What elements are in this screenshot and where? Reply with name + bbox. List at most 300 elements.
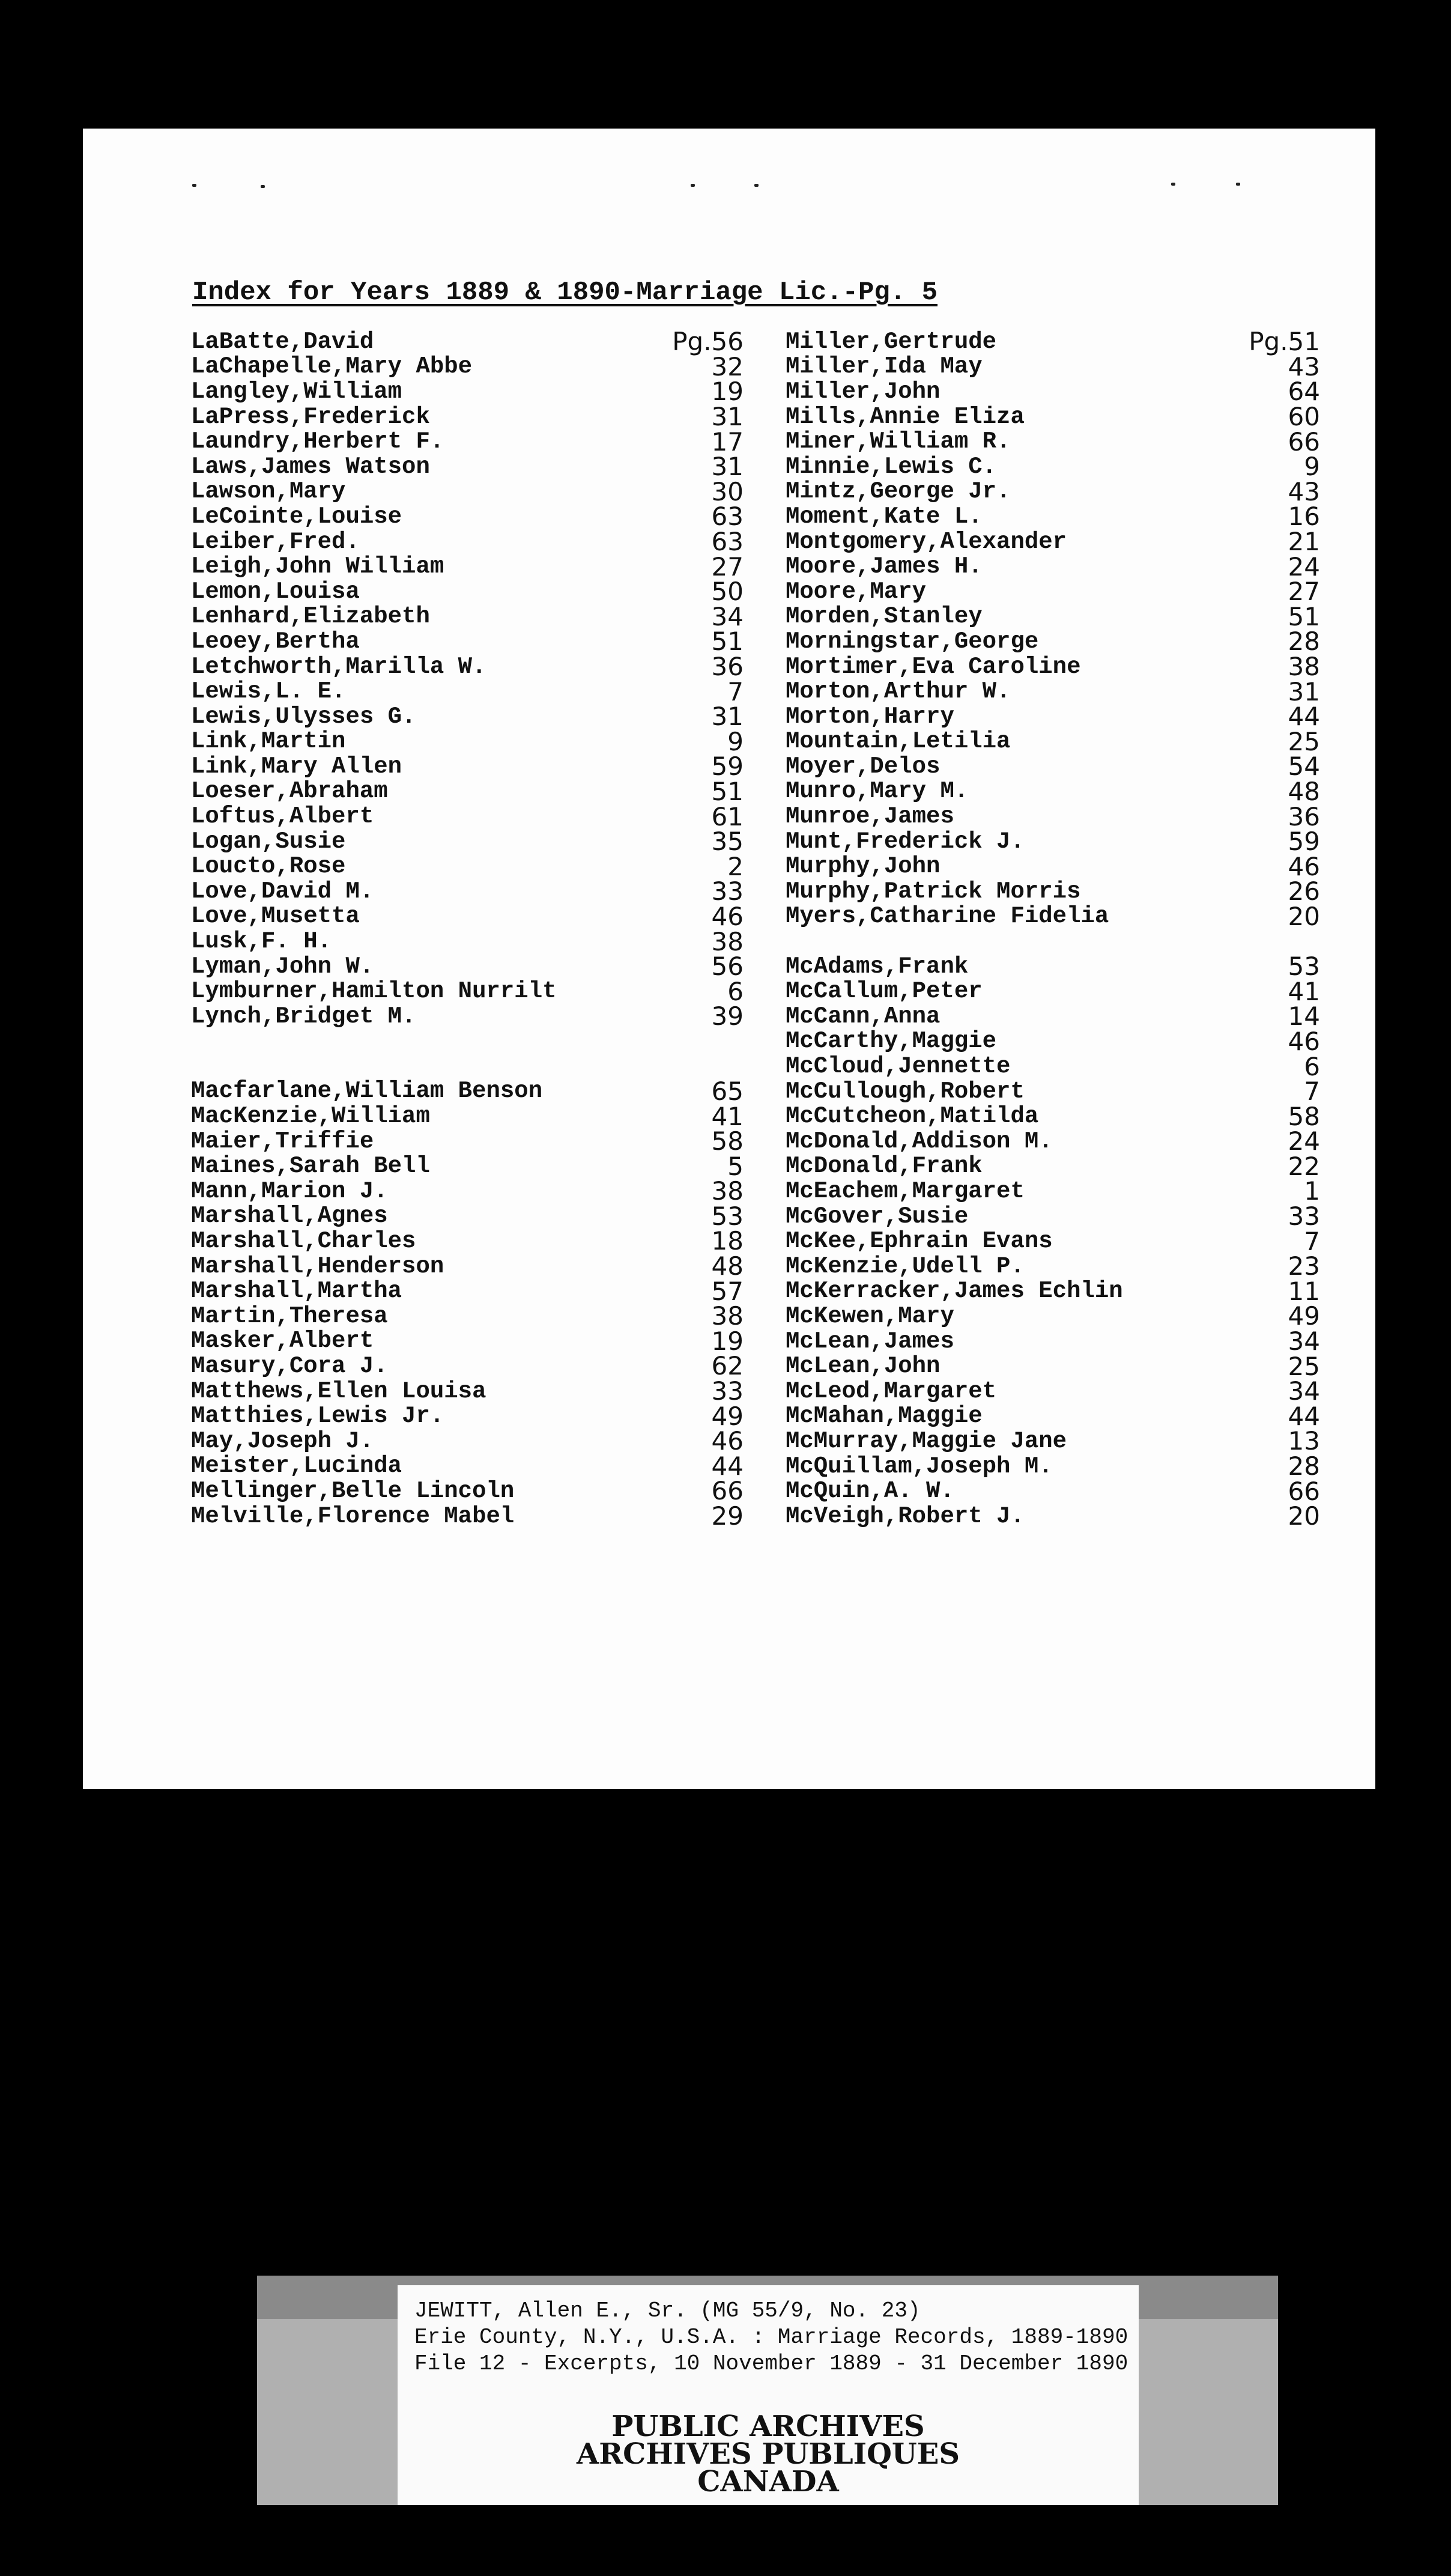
index-entry bbox=[786, 1401, 1320, 1431]
index-entry bbox=[786, 1478, 1320, 1504]
document-page bbox=[83, 129, 1375, 1789]
entry-name: Maines,Sarah Bell bbox=[191, 1153, 430, 1180]
scan-speck bbox=[1236, 183, 1240, 186]
entry-name: McKee,Ephrain Evans bbox=[786, 1228, 1053, 1255]
entry-page-number: 54 bbox=[1288, 752, 1320, 782]
index-entry bbox=[191, 1278, 744, 1304]
entry-name: Moore,Mary bbox=[786, 578, 927, 605]
index-entry bbox=[191, 476, 744, 506]
entry-name: Moyer,Delos bbox=[786, 753, 941, 780]
index-entry bbox=[786, 676, 1320, 706]
entry-page-number: 60 bbox=[1288, 402, 1320, 432]
entry-name: McCloud,Jennette bbox=[786, 1053, 1011, 1080]
entry-name: Logan,Susie bbox=[191, 828, 346, 855]
index-entry bbox=[786, 1001, 1320, 1031]
left-group-l-names bbox=[191, 329, 744, 1029]
entry-page-number: 33 bbox=[711, 876, 744, 907]
entry-name: McKerracker,James Echlin bbox=[786, 1278, 1123, 1305]
entry-page-number: 25 bbox=[1288, 1351, 1320, 1381]
entry-name: Mellinger,Belle Lincoln bbox=[191, 1477, 515, 1504]
entry-name: Moment,Kate L. bbox=[786, 503, 983, 530]
entry-page-number: 44 bbox=[711, 1451, 744, 1481]
entry-page-number: 7 bbox=[1304, 1226, 1320, 1256]
entry-name: Mann,Marion J. bbox=[191, 1177, 388, 1204]
entry-name: Morton,Harry bbox=[786, 703, 954, 730]
index-entry bbox=[191, 1301, 744, 1331]
scan-speck bbox=[754, 184, 759, 187]
entry-page-number: 46 bbox=[711, 901, 744, 931]
index-entry bbox=[191, 1326, 744, 1356]
entry-name: Munroe,James bbox=[786, 803, 954, 830]
index-entry bbox=[786, 827, 1320, 857]
index-entry bbox=[191, 1426, 744, 1456]
index-entry bbox=[191, 1101, 744, 1131]
entry-name: McLean,John bbox=[786, 1353, 941, 1380]
entry-name: Mortimer,Eva Caroline bbox=[786, 653, 1081, 680]
index-entry bbox=[191, 601, 744, 631]
entry-name: Martin,Theresa bbox=[191, 1302, 388, 1329]
index-entry bbox=[786, 1226, 1320, 1256]
group-spacer bbox=[191, 1029, 744, 1079]
index-entry bbox=[191, 502, 744, 532]
entry-page-number: 19 bbox=[711, 377, 744, 407]
entry-page-number: 56 bbox=[711, 952, 744, 982]
index-entry bbox=[786, 1251, 1320, 1281]
entry-page-number: Pg.56 bbox=[672, 327, 744, 357]
entry-page-number: 38 bbox=[711, 1176, 744, 1206]
index-entry bbox=[786, 601, 1320, 631]
entry-page-number: 14 bbox=[1288, 1001, 1320, 1031]
index-entry bbox=[191, 901, 744, 931]
entry-page-number: 39 bbox=[711, 1001, 744, 1031]
entry-page-number: 23 bbox=[1288, 1251, 1320, 1281]
entry-page-number: 46 bbox=[1288, 851, 1320, 881]
index-entry bbox=[191, 1451, 744, 1481]
entry-page-number: 26 bbox=[1288, 876, 1320, 907]
entry-name: Leoey,Bertha bbox=[191, 628, 360, 655]
index-entry bbox=[786, 1101, 1320, 1131]
entry-name: Link,Martin bbox=[191, 728, 346, 755]
index-entry bbox=[191, 976, 744, 1006]
entry-page-number: 9 bbox=[1304, 452, 1320, 482]
entry-name: Morton,Arthur W. bbox=[786, 678, 1011, 705]
entry-page-number: 58 bbox=[711, 1126, 744, 1156]
index-entry bbox=[786, 1426, 1320, 1456]
entry-page-number: 38 bbox=[1288, 652, 1320, 682]
index-entry bbox=[786, 502, 1320, 532]
index-entry bbox=[191, 1176, 744, 1206]
group-spacer bbox=[786, 929, 1320, 954]
entry-page-number: 43 bbox=[1288, 351, 1320, 381]
entry-page-number: 36 bbox=[711, 652, 744, 682]
entry-page-number: 48 bbox=[711, 1251, 744, 1281]
archives-stamp-line2: ARCHIVES PUBLIQUES bbox=[577, 2437, 960, 2471]
entry-name: McKenzie,Udell P. bbox=[786, 1253, 1025, 1280]
index-entry bbox=[191, 801, 744, 831]
entry-page-number: 41 bbox=[1288, 976, 1320, 1006]
entry-name: Miller,John bbox=[786, 378, 941, 405]
entry-page-number: 53 bbox=[1288, 952, 1320, 982]
index-entry bbox=[191, 527, 744, 557]
entry-name: McQuillam,Joseph M. bbox=[786, 1453, 1053, 1480]
scan-speck bbox=[691, 184, 695, 187]
entry-name: Lusk,F. H. bbox=[191, 928, 332, 955]
entry-page-number: 51 bbox=[711, 627, 744, 657]
entry-name: Love,Musetta bbox=[191, 903, 360, 930]
entry-name: Marshall,Martha bbox=[191, 1278, 402, 1305]
entry-page-number: 27 bbox=[711, 551, 744, 582]
index-entry bbox=[191, 851, 744, 881]
entry-name: Masury,Cora J. bbox=[191, 1352, 388, 1379]
entry-page-number: 46 bbox=[711, 1426, 744, 1456]
index-entry bbox=[191, 1353, 744, 1379]
entry-page-number: 6 bbox=[1304, 1051, 1320, 1081]
entry-page-number: 7 bbox=[727, 676, 744, 706]
index-entry bbox=[191, 676, 744, 706]
index-entry bbox=[786, 702, 1320, 732]
index-entry bbox=[786, 577, 1320, 607]
entry-page-number: 61 bbox=[711, 801, 744, 831]
entry-name: Lewis,L. E. bbox=[191, 678, 346, 705]
entry-page-number: 33 bbox=[711, 1376, 744, 1406]
entry-name: Mills,Annie Eliza bbox=[786, 403, 1025, 430]
entry-page-number: 31 bbox=[711, 702, 744, 732]
entry-page-number: 66 bbox=[711, 1476, 744, 1506]
entry-name: McAdams,Frank bbox=[786, 953, 969, 980]
index-entry bbox=[191, 1251, 744, 1281]
entry-name: Lewis,Ulysses G. bbox=[191, 703, 416, 730]
entry-name: McMurray,Maggie Jane bbox=[786, 1427, 1067, 1454]
entry-name: Meister,Lucinda bbox=[191, 1453, 402, 1480]
index-entry bbox=[191, 827, 744, 857]
index-entry bbox=[786, 1201, 1320, 1232]
entry-page-number: 18 bbox=[711, 1226, 744, 1256]
entry-page-number: 66 bbox=[1288, 427, 1320, 457]
entry-page-number: 34 bbox=[1288, 1376, 1320, 1406]
label-line-file: File 12 - Excerpts, 10 November 1889 - 31 December 1890 bbox=[414, 2351, 1128, 2376]
entry-page-number: 5 bbox=[727, 1151, 744, 1181]
index-entry bbox=[191, 427, 744, 457]
entry-page-number: 44 bbox=[1288, 1401, 1320, 1431]
entry-page-number: 34 bbox=[711, 601, 744, 631]
index-entry bbox=[191, 726, 744, 756]
entry-name: Marshall,Agnes bbox=[191, 1203, 388, 1230]
entry-page-number: 28 bbox=[1288, 1451, 1320, 1481]
entry-name: McCann,Anna bbox=[786, 1003, 941, 1030]
entry-name: McDonald,Frank bbox=[786, 1153, 983, 1180]
entry-name: McLeod,Margaret bbox=[786, 1378, 997, 1405]
entry-page-number: 46 bbox=[1288, 1026, 1320, 1056]
entry-name: Lynch,Bridget M. bbox=[191, 1003, 416, 1030]
entry-page-number: 31 bbox=[1288, 676, 1320, 706]
entry-page-number: 17 bbox=[711, 427, 744, 457]
entry-name: McCullough,Robert bbox=[786, 1078, 1025, 1105]
index-entry bbox=[191, 952, 744, 982]
index-entry bbox=[786, 404, 1320, 430]
entry-page-number: 32 bbox=[711, 351, 744, 381]
index-entry bbox=[191, 577, 744, 607]
index-entry bbox=[191, 1201, 744, 1231]
entry-name: Munro,Mary M. bbox=[786, 778, 969, 805]
entry-name: Minnie,Lewis C. bbox=[786, 453, 997, 480]
index-entry bbox=[191, 1403, 744, 1429]
index-entry bbox=[191, 876, 744, 907]
entry-name: McLean,James bbox=[786, 1328, 954, 1355]
entry-page-number: 31 bbox=[711, 452, 744, 482]
entry-page-number: 51 bbox=[711, 776, 744, 806]
entry-page-number: 33 bbox=[1288, 1201, 1320, 1232]
entry-name: Matthews,Ellen Louisa bbox=[191, 1378, 486, 1405]
entry-page-number: 7 bbox=[1304, 1077, 1320, 1107]
index-entry bbox=[786, 1151, 1320, 1181]
entry-page-number: 22 bbox=[1288, 1151, 1320, 1181]
index-entry bbox=[786, 1077, 1320, 1107]
index-entry bbox=[786, 627, 1320, 657]
index-entry bbox=[786, 1026, 1320, 1056]
index-entry bbox=[786, 1376, 1320, 1406]
entry-page-number: 16 bbox=[1288, 502, 1320, 532]
entry-page-number: 38 bbox=[711, 926, 744, 956]
entry-page-number: 65 bbox=[711, 1076, 744, 1106]
scan-speck bbox=[1171, 183, 1175, 186]
entry-name: Marshall,Henderson bbox=[191, 1253, 444, 1280]
index-entry bbox=[786, 327, 1320, 357]
entry-name: Murphy,John bbox=[786, 853, 941, 880]
entry-page-number: 13 bbox=[1288, 1426, 1320, 1456]
index-entry bbox=[786, 1051, 1320, 1081]
index-entry bbox=[191, 351, 744, 381]
label-line-collection: JEWITT, Allen E., Sr. (MG 55/9, No. 23) bbox=[414, 2298, 921, 2323]
entry-page-number: 20 bbox=[1288, 901, 1320, 931]
entry-page-number: 59 bbox=[711, 752, 744, 782]
index-entry bbox=[786, 476, 1320, 506]
index-entry bbox=[786, 1276, 1320, 1306]
entry-page-number: 11 bbox=[1288, 1276, 1320, 1306]
entry-name: McKewen,Mary bbox=[786, 1302, 954, 1329]
entry-page-number: 9 bbox=[727, 726, 744, 756]
scan-speck bbox=[261, 185, 265, 188]
entry-page-number: 2 bbox=[727, 851, 744, 881]
entry-page-number: 63 bbox=[711, 527, 744, 557]
entry-page-number: 59 bbox=[1288, 827, 1320, 857]
index-entry bbox=[191, 752, 744, 782]
index-entry bbox=[191, 377, 744, 407]
index-entry bbox=[786, 427, 1320, 457]
entry-name: Mintz,George Jr. bbox=[786, 478, 1011, 505]
entry-name: Miner,William R. bbox=[786, 428, 1011, 455]
right-group-mc-names bbox=[786, 954, 1320, 1529]
entry-page-number: 19 bbox=[711, 1326, 744, 1356]
entry-page-number: 44 bbox=[1288, 702, 1320, 732]
entry-name: Loucto,Rose bbox=[191, 853, 346, 880]
entry-page-number: 64 bbox=[1288, 377, 1320, 407]
entry-page-number: 43 bbox=[1288, 476, 1320, 506]
entry-name: McCutcheon,Matilda bbox=[786, 1103, 1039, 1130]
entry-name: Love,David M. bbox=[191, 878, 374, 905]
entry-name: Melville,Florence Mabel bbox=[191, 1502, 515, 1530]
entry-name: Link,Mary Allen bbox=[191, 753, 402, 780]
index-entry bbox=[786, 776, 1320, 806]
entry-name: LaChapelle,Mary Abbe bbox=[191, 353, 473, 380]
index-entry bbox=[786, 551, 1320, 582]
entry-page-number: 38 bbox=[711, 1301, 744, 1331]
entry-name: Miller,Ida May bbox=[786, 353, 983, 380]
index-entry bbox=[786, 1353, 1320, 1379]
index-entry bbox=[786, 726, 1320, 756]
entry-name: McDonald,Addison M. bbox=[786, 1128, 1053, 1155]
index-entry bbox=[786, 1301, 1320, 1331]
index-entry bbox=[786, 1326, 1320, 1356]
entry-page-number: 63 bbox=[711, 502, 744, 532]
entry-name: Miller,Gertrude bbox=[786, 328, 997, 355]
index-entry bbox=[786, 976, 1320, 1006]
entry-name: McVeigh,Robert J. bbox=[786, 1502, 1025, 1530]
entry-page-number: 24 bbox=[1288, 1126, 1320, 1156]
entry-name: Marshall,Charles bbox=[191, 1227, 416, 1254]
entry-name: Loftus,Albert bbox=[191, 803, 374, 830]
entry-page-number: 35 bbox=[711, 827, 744, 857]
entry-page-number: 34 bbox=[1288, 1326, 1320, 1356]
entry-name: Murphy,Patrick Morris bbox=[786, 878, 1081, 905]
scan-speck bbox=[192, 184, 196, 187]
index-entry bbox=[191, 1001, 744, 1031]
index-entry bbox=[786, 652, 1320, 682]
entry-name: LaBatte,David bbox=[191, 328, 374, 355]
entry-name: Matthies,Lewis Jr. bbox=[191, 1403, 444, 1430]
entry-page-number: 58 bbox=[1288, 1101, 1320, 1131]
index-entry bbox=[191, 702, 744, 732]
entry-page-number: 21 bbox=[1288, 527, 1320, 557]
entry-page-number: 28 bbox=[1288, 627, 1320, 657]
entry-name: Montgomery,Alexander bbox=[786, 528, 1067, 555]
index-entry bbox=[786, 901, 1320, 931]
left-index-column bbox=[191, 327, 744, 1531]
index-entry bbox=[786, 527, 1320, 557]
entry-page-number: 48 bbox=[1288, 776, 1320, 806]
entry-name: Morden,Stanley bbox=[786, 603, 983, 630]
entry-name: Loeser,Abraham bbox=[191, 778, 388, 805]
index-entry bbox=[786, 377, 1320, 407]
archives-stamp-line3: CANADA bbox=[697, 2465, 839, 2499]
entry-name: Mountain,Letilia bbox=[786, 728, 1011, 755]
index-entry bbox=[191, 652, 744, 682]
entry-name: LeCointe,Louise bbox=[191, 503, 402, 530]
index-entry bbox=[786, 1176, 1320, 1206]
entry-page-number: 66 bbox=[1288, 1476, 1320, 1506]
entry-name: Morningstar,George bbox=[786, 628, 1039, 655]
entry-name: Lymburner,Hamilton Nurrilt bbox=[191, 978, 557, 1005]
index-entry bbox=[191, 1153, 744, 1179]
label-shadow-left bbox=[257, 2319, 408, 2505]
entry-page-number: 51 bbox=[1288, 601, 1320, 631]
index-entry bbox=[191, 627, 744, 657]
entry-name: Macfarlane,William Benson bbox=[191, 1078, 543, 1105]
entry-name: McMahan,Maggie bbox=[786, 1403, 983, 1430]
index-entry bbox=[786, 351, 1320, 381]
entry-name: May,Joseph J. bbox=[191, 1427, 374, 1454]
index-entry bbox=[191, 551, 744, 582]
index-entry bbox=[786, 1501, 1320, 1531]
entry-page-number: 6 bbox=[727, 976, 744, 1006]
entry-page-number: 62 bbox=[711, 1351, 744, 1381]
index-entry bbox=[191, 1376, 744, 1406]
entry-name: Lyman,John W. bbox=[191, 953, 374, 980]
label-line-records: Erie County, N.Y., U.S.A. : Marriage Records, 1889-1890 bbox=[414, 2325, 1128, 2350]
entry-name: Lawson,Mary bbox=[191, 478, 346, 505]
index-entry bbox=[191, 1478, 744, 1504]
entry-page-number: 49 bbox=[711, 1401, 744, 1431]
entry-name: Letchworth,Marilla W. bbox=[191, 653, 486, 680]
index-entry bbox=[786, 1451, 1320, 1481]
label-shadow-right bbox=[1139, 2319, 1278, 2505]
entry-name: Lenhard,Elizabeth bbox=[191, 603, 430, 630]
entry-name: Masker,Albert bbox=[191, 1328, 374, 1355]
entry-page-number: 57 bbox=[711, 1276, 744, 1306]
entry-page-number: 30 bbox=[711, 476, 744, 506]
archives-stamp-line1: PUBLIC ARCHIVES bbox=[611, 2410, 925, 2443]
entry-name: Lemon,Louisa bbox=[191, 578, 360, 605]
entry-page-number: 50 bbox=[711, 577, 744, 607]
entry-page-number: Pg.51 bbox=[1249, 327, 1320, 357]
index-title: Index for Years 1889 & 1890-Marriage Lic.-Pg. 5 bbox=[192, 278, 938, 308]
entry-page-number: 41 bbox=[711, 1101, 744, 1131]
index-entry bbox=[786, 876, 1320, 907]
entry-name: Langley,William bbox=[191, 378, 402, 405]
index-entry bbox=[191, 1076, 744, 1106]
index-entry bbox=[191, 1501, 744, 1531]
right-index-column bbox=[786, 329, 1320, 1529]
entry-page-number: 24 bbox=[1288, 551, 1320, 582]
entry-page-number: 49 bbox=[1288, 1301, 1320, 1331]
entry-name: McEachem,Margaret bbox=[786, 1177, 1025, 1204]
index-entry bbox=[191, 452, 744, 482]
entry-page-number: 31 bbox=[711, 402, 744, 432]
entry-page-number: 25 bbox=[1288, 726, 1320, 756]
entry-name: Leiber,Fred. bbox=[191, 528, 360, 555]
index-entry bbox=[191, 1126, 744, 1156]
entry-page-number: 1 bbox=[1304, 1176, 1320, 1206]
entry-name: McCallum,Peter bbox=[786, 978, 983, 1005]
index-entry bbox=[191, 776, 744, 806]
entry-name: Leigh,John William bbox=[191, 553, 444, 580]
entry-name: Myers,Catharine Fidelia bbox=[786, 903, 1109, 930]
index-entry bbox=[786, 801, 1320, 831]
index-entry bbox=[786, 952, 1320, 982]
entry-page-number: 29 bbox=[711, 1501, 744, 1531]
entry-name: LaPress,Frederick bbox=[191, 403, 430, 430]
archive-label bbox=[398, 2285, 1139, 2505]
index-entry bbox=[786, 1126, 1320, 1156]
entry-name: Laws,James Watson bbox=[191, 453, 430, 480]
entry-page-number: 20 bbox=[1288, 1501, 1320, 1531]
left-group-m-names bbox=[191, 1076, 744, 1531]
index-entry bbox=[191, 404, 744, 430]
index-entry bbox=[786, 851, 1320, 881]
entry-page-number: 53 bbox=[711, 1201, 744, 1231]
index-entry bbox=[786, 752, 1320, 782]
entry-name: Maier,Triffie bbox=[191, 1128, 374, 1155]
index-entry bbox=[786, 452, 1320, 482]
index-entry bbox=[191, 926, 744, 956]
entry-name: McQuin,A. W. bbox=[786, 1478, 954, 1505]
entry-name: MacKenzie,William bbox=[191, 1103, 430, 1130]
entry-page-number: 27 bbox=[1288, 577, 1320, 607]
entry-page-number: 36 bbox=[1288, 801, 1320, 831]
entry-name: Moore,James H. bbox=[786, 553, 983, 580]
right-group-m-names bbox=[786, 329, 1320, 929]
index-entry bbox=[191, 1226, 744, 1256]
index-entry bbox=[191, 327, 744, 357]
